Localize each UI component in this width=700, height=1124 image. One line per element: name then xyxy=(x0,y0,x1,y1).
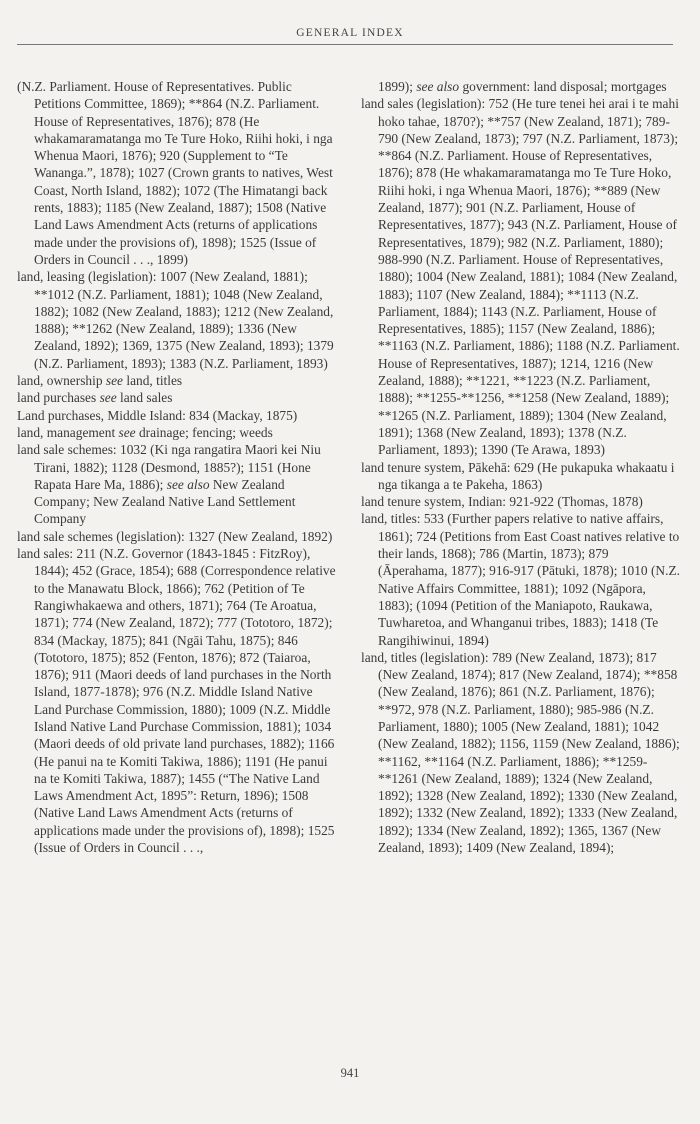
cross-reference-target: drainage; fencing; weeds xyxy=(135,424,273,440)
entry-text: land, ownership xyxy=(17,373,106,389)
index-entry: Land purchases, Middle Island: 834 (Mackay, 1875) xyxy=(17,407,298,423)
index-entry: (N.Z. Parliament. House of Representatives. Public Petitions Committee, 1869); **864 (N.Z. Parliament. House of Representatives, 1876); 878 (He whakamaramatanga mo Te Ture Hoko, Riihi hoki, i nga Whenua Maori, 1876); 920 (Supplement to “Te Wananga.”, 1878); 1027 (Crown grants to natives, West Coast, North Island, 1882); 1072 (The Himatangi back rents, 1883); 1185 (New Zealand, 1887); 1508 (Native Land Laws Amendment Acts (returns of applications made under the provisions of), 1898); 1525 (Issue of Orders in Council . . ., 1899) xyxy=(17,79,333,267)
cross-reference-target: land, titles xyxy=(123,373,183,389)
entry-text: land purchases xyxy=(17,390,100,406)
cross-reference-target: government: land disposal; mortgages xyxy=(459,79,667,94)
index-entry xyxy=(361,78,681,95)
entry-text: 1899); xyxy=(378,79,417,94)
index-entry: land sales (legislation): 752 (He ture tenei hei arai i te mahi hoko tahae, 1870?); **757 (New Zealand, 1871); 789-790 (New Zealand, 1873); 797 (N.Z. Parliament, 1873); **864 (N.Z. Parliament. House of Representatives, 1876); 878 (He whakamaramatanga mo Te Ture Hoko, Riihi hoki, i nga Whenua Maori, 1876); **889 (New Zealand, 1877); 901 (N.Z. Parliament, House of Representatives, 1877); 943 (N.Z. Parliament, House of Representatives, 1879); 982 (N.Z. Parliament, 1880); 988-990 (N.Z. Parliament. House of Representatives, 1880); 1004 (New Zealand, 1881); 1084 (New Zealand, 1883); 1107 (New Zealand, 1884); **1113 (N.Z. Parliament, 1884); 1143 (N.Z. Parliament, House of Representatives, 1885); 1157 (New Zealand, 1886); **1163 (N.Z. Parliament, 1886); 1188 (N.Z. Parliament. House of Representatives, 1887); 1214, 1216 (New Zealand, 1888); **1221, **1223 (N.Z. Parliament, 1888); **1255-**1256, **1258 (New Zealand, 1889); **1265 (N.Z. Parliament, 1889); 1304 (New Zealand, 1891); 1368 (New Zealand, 1893); 1378 (N.Z. Parliament, 1893); 1390 (Te Arawa, 1893) xyxy=(361,96,680,458)
index-entry: land tenure system, Pākehā: 629 (He pukapuka whakaatu i nga tikanga a te Pakeha, 1863) xyxy=(361,459,675,492)
cross-reference-label: see xyxy=(99,390,117,406)
index-entry xyxy=(17,389,337,406)
index-entry: land, titles: 533 (Further papers relative to native affairs, 1861); 724 (Petitions from East Coast natives relative to their lands, 1868); 786 (Martin, 1873); 879 (Āperahama, 1877); 916-917 (Pātuki, 1878); 1010 (N.Z. Native Affairs Committee, 1881); 1092 (Ngāpora, 1883); (1094 (Petition of the Maniapoto, Raukawa, Tuwharetoa, and Whanganui tribes, 1883); 1418 (Te Rangihiwinui, 1894) xyxy=(361,511,680,648)
cross-reference-target: land sales xyxy=(116,390,173,406)
index-entry: land sale schemes (legislation): 1327 (New Zealand, 1892) xyxy=(17,528,333,544)
cross-reference-label: see xyxy=(105,373,123,389)
cross-reference-label: see also xyxy=(416,79,460,94)
cross-reference-target: New Zealand Company; New Zealand Native Land Settlement Company xyxy=(34,476,296,527)
entry-text: land sale schemes: 1032 (Ki nga rangatira Maori kei Niu Tirani, 1882); 1128 (Desmond, 1885?); 1151 (Hone Rapata Hare Ma, 1886); xyxy=(17,442,321,492)
index-entry: land, titles (legislation): 789 (New Zealand, 1873); 817 (New Zealand, 1874); 817 (New Zealand, 1874); **858 (New Zealand, 1876); 861 (N.Z. Parliament, 1876); **972, 978 (N.Z. Parliament, 1880); 985-986 (N.Z. Parliament, 1880); 1005 (New Zealand, 1881); 1042 (New Zealand, 1882); 1156, 1159 (New Zealand, 1886); **1162, **1164 (N.Z. Parliament, 1886); **1259-**1261 (New Zealand, 1889); 1324 (New Zealand, 1892); 1328 (New Zealand, 1892); 1330 (New Zealand, 1892); 1332 (New Zealand, 1892); 1333 (New Zealand, 1892); 1334 (New Zealand, 1892); 1365, 1367 (New Zealand, 1893); 1409 (New Zealand, 1894); xyxy=(361,649,680,856)
index-entry xyxy=(17,441,337,527)
cross-reference-label: see xyxy=(118,424,136,440)
index-entry: land tenure system, Indian: 921-922 (Thomas, 1878) xyxy=(361,494,643,510)
left-column xyxy=(17,78,337,856)
index-entry xyxy=(17,424,337,441)
index-entry xyxy=(17,372,337,389)
running-head: GENERAL INDEX xyxy=(296,27,404,39)
right-column xyxy=(361,78,681,856)
cross-reference-label: see also xyxy=(166,476,210,492)
entry-text: land, management xyxy=(17,424,119,440)
page-number: 941 xyxy=(340,1066,360,1080)
header-rule xyxy=(17,44,673,45)
index-entry: land sales: 211 (N.Z. Governor (1843-1845 : FitzRoy), 1844); 452 (Grace, 1854); 688 (Correspondence relative to the Manawatu Block, 1866); 762 (Petition of Te Rangiwhakaewa and others, 1871); 764 (Te Aroatua, 1871); 774 (New Zealand, 1872); 777 (Tototoro, 1872); 834 (Mackay, 1875); 841 (Ngāi Tahu, 1875); 846 (Tototoro, 1875); 852 (Fenton, 1876); 872 (Taiaroa, 1876); 911 (Maori deeds of land purchases in the North Island, 1877-1878); 976 (N.Z. Middle Island Native Land Purchase Commission, 1880); 1009 (N.Z. Middle Island Native Land Purchase Commission, 1881); 1034 (Maori deeds of old private land purchases, 1882); 1166 (He panui na te Komiti Takiwa, 1886); 1191 (He panui na te Komiti Takiwa, 1887); 1455 (“The Native Land Laws Amendment Act, 1895”: Return, 1896); 1508 (Native Land Laws Amendment Acts (returns of applications made under the provisions of), 1898); 1525 (Issue of Orders in Council . . ., xyxy=(17,546,336,856)
index-entry: land, leasing (legislation): 1007 (New Zealand, 1881); **1012 (N.Z. Parliament, 1881); 1048 (New Zealand, 1882); 1082 (New Zealand, 1883); 1212 (New Zealand, 1888); **1262 (New Zealand, 1889); 1336 (New Zealand, 1892); 1369, 1375 (New Zealand, 1893); 1379 (N.Z. Parliament, 1893); 1383 (N.Z. Parliament, 1893) xyxy=(17,269,334,371)
